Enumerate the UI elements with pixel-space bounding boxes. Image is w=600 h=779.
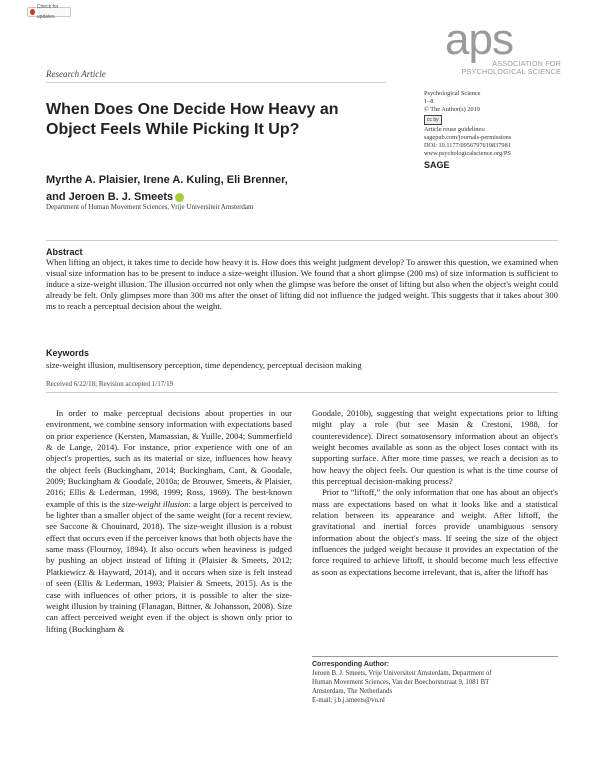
body-column-left (46, 408, 292, 635)
body-column-right (312, 408, 558, 578)
sage-logo: SAGE (424, 160, 450, 170)
corresponding-author (312, 660, 558, 705)
paper-title: When Does One Decide How Heavy an Object Feels While Picking It Up? (46, 101, 339, 138)
journal-meta (424, 90, 584, 169)
author-list (46, 172, 366, 206)
abstract-heading: Abstract (46, 247, 83, 257)
license-icon: cc by (424, 115, 442, 125)
emphasis: size-weight illusion (122, 498, 189, 509)
doi-link[interactable]: DOI: 10.1177/0956797619837981 (424, 142, 511, 149)
check-for-updates-badge[interactable] (27, 4, 71, 20)
authors-line2: and Jeroen B. J. Smeets (46, 191, 174, 203)
text-run: In order to make perceptual decisions about properties in our environment, we combine sensory information with expectations based on prior experience (Kersten, Mamassian, & Yuille, 2004; Summerfield & de Lange, 2014). For instance, prior experience with one of an object's properties, such as its material or size, influences how heavy the object feels (Buckingham, 2014; Buckingham, Cant, & Goodale, 2009; Buckingham & Goodale, 2010a; de Brouwer, Smeets, & Plaisier, 2016; Ellis & Lederman, 1998, 1999; Ross, 1969). The best-known example of this is the (46, 408, 292, 509)
article-type: Research Article (46, 69, 106, 79)
logo-mark: aps (445, 15, 513, 64)
corr-line: Jeroen B. J. Smeets, Vrije Universiteit Amsterdam, Department of (312, 670, 492, 677)
reuse-link[interactable]: sagepub.com/journals-permissions (424, 134, 512, 141)
corr-email[interactable]: E-mail: j.b.j.smeets@vu.nl (312, 697, 385, 704)
divider (46, 392, 558, 393)
divider (312, 656, 558, 657)
corr-heading: Corresponding Author: (312, 661, 390, 668)
copyright: © The Author(s) 2019 (424, 106, 480, 113)
corr-line: Amsterdam, The Netherlands (312, 688, 393, 695)
paragraph: Prior to “liftoff,” the only information that one has about an object's mass are expectations based on what it looks like and a statistical relation between its appearance and weight. After liftoff, the gravitational and inertial forces provide unambiguous sensory information about the object's mass. If seeing the size of the object influences the judged weight because it provides an expectation of the force required to achieve liftoff, it should become much less effective as soon as expectations become irrelevant, that is, after the liftoff has (312, 487, 558, 577)
paragraph: Goodale, 2010b), suggesting that weight expectations prior to lifting might play a role (but see Masin & Crestoni, 1988, for counterevidence). Direct somatosensory information about an object's weight becomes available as soon as the object loses contact with its supporting surface. After more time passes, we reach a decision as to how heavy the object feels. Our question is what is the time course of this perceptual decision-making process? (312, 408, 558, 487)
badge-label: Check for updates (36, 4, 59, 20)
keywords-text: size-weight illusion, multisensory perception, time dependency, perceptual decision making (46, 360, 362, 370)
journal-site-link[interactable]: www.psychologicalscience.org/PS (424, 150, 511, 157)
logo-line1: ASSOCIATION FOR (492, 59, 561, 68)
divider (46, 82, 386, 83)
text-run: : a large object is perceived to be lighter than a smaller object of the same weight (for a recent review, see Saccone & Chouinard, 2018). The size-weight illusion is a robust effect that occurs even if the perceiver knows that both objects have the same mass (Flournoy, 1894). It also occurs when heaviness is judged by pushing an object instead of lifting it (Plaisier & Smeets, 2012; Platkiewicz & Hayward, 2014), and it occurs when size is felt instead of seen (Ellis & Lederman, 1993; Plaisier & Smeets, 2015). As is the case with influences of other priors, it is possible to alter the size-weight illusion by training (Flanagan, Bittner, & Johansson, 2008). Size can affect perceived weight even if the object is shown only prior to lifting (Buckingham & (46, 498, 292, 634)
aps-logo (431, 15, 571, 76)
authors-line1: Myrthe A. Plaisier, Irene A. Kuling, Eli Brenner, (46, 174, 288, 186)
received-dates: Received 6/22/18; Revision accepted 1/17/19 (46, 380, 174, 388)
reuse-label: Article reuse guidelines: (424, 126, 486, 133)
journal-name: Psychological Science (424, 90, 481, 97)
divider (46, 240, 558, 241)
update-icon (30, 9, 35, 15)
page-range: 1–8 (424, 98, 434, 105)
affiliation: Department of Human Movement Sciences, Vrije Universiteit Amsterdam (46, 203, 254, 211)
logo-line2: PSYCHOLOGICAL SCIENCE (461, 67, 561, 76)
paragraph (46, 408, 292, 635)
abstract-text: When lifting an object, it takes time to decide how heavy it is. How does this weight judgment develop? To answer this question, we examined when visual size information has to be present to induce a size-weight illusion. We found that a short glimpse (200 ms) of size information is sufficient to induce a size-weight illusion. The illusion occurred not only when the glimpse was before the onset of lifting but also when the object's weight could already be felt. Only glimpses more than 300 ms after the onset of lifting did not influence the judged weight. This suggests that it takes about 300 ms to reach a perceptual decision about the weight. (46, 257, 558, 312)
keywords-heading: Keywords (46, 348, 90, 358)
corr-line: Human Movement Sciences, Van der Boechorststraat 9, 1081 BT (312, 679, 490, 686)
orcid-icon[interactable] (175, 193, 184, 202)
